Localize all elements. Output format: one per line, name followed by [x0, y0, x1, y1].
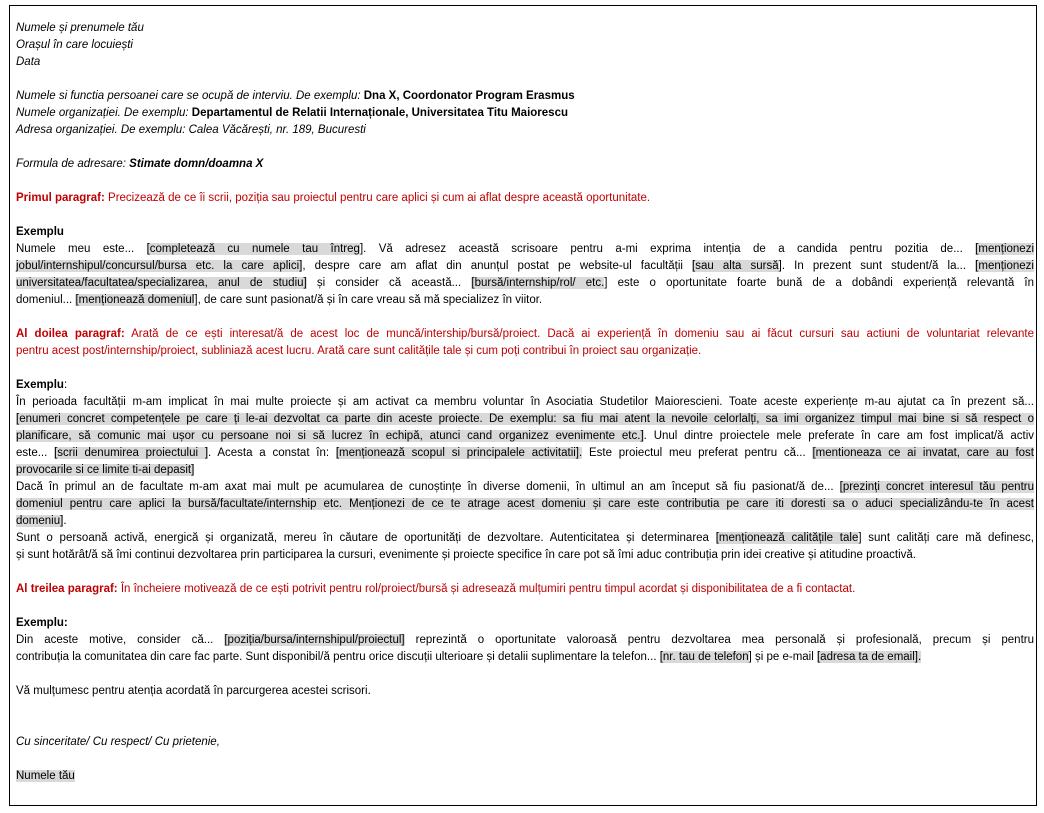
letter-date: Data — [16, 56, 41, 68]
recipient-person: Numele si functia persoanei care se ocupă de interviu. De exemplu: Dna X, Coordonator Program Erasmus — [16, 90, 575, 102]
p2-example-label: Exemplu: — [16, 379, 68, 391]
thanks-line: Vă mulțumesc pentru atenția acordată în parcurgerea acestei scrisori. — [16, 685, 371, 697]
p3-example-l1: Din aceste motive, consider că... [poziția/bursa/internshipul/proiectul] reprezintă o oportunitate valoroasă pentru dezvoltarea mea personală și profesională, precum și pentru — [16, 634, 1034, 646]
recipient-address: Adresa organizației. De exemplu: Calea Văcărești, nr. 189, Bucuresti — [16, 124, 366, 136]
closing-name: Numele tău — [16, 770, 75, 782]
p3-instruction: Al treilea paragraf: În încheiere motivează de ce ești potrivit pentru rol/proiect/bursă și adresează mulțumiri pentru timpul acordat și disponibilitatea de a fi contactat. — [16, 583, 856, 595]
p2-example-l2: [enumeri concret competențele pe care ți le-ai dezvoltat ca parte din aceste proiecte. De exemplu: sa fiu mai atent la nevoile celorlalți, sa imi organizez timpul mai bine si să respect o — [16, 413, 1034, 425]
p3-example-l2: contribuția la comunitatea din care fac parte. Sunt disponibil/ă pentru orice discuții ulterioare și detalii suplimentare la telefon... [nr. tau de telefon] și pe e-mail [adresa ta de email]. — [16, 651, 922, 663]
p1-example-l2: jobul/internshipul/concursul/bursa etc. la care aplici], despre care am aflat din anunțul postat pe website-ul facultății [sau alta sursă]. In prezent sunt student/ă la... [menționezi — [16, 260, 1034, 272]
p2-example-l3: planificare, să comunic mai ușor cu persoane noi si să lucrez în echipă, atunci cand organizez evenimente etc.]. Unul dintre proiectele mele preferate în care am fost implicat/ă activ — [16, 430, 1034, 442]
sender-city: Orașul în care locuiești — [16, 39, 133, 51]
closing-formula: Cu sinceritate/ Cu respect/ Cu prietenie, — [16, 736, 220, 748]
p3-example-label: Exemplu: — [16, 617, 68, 629]
p2-example-l9: Sunt o persoană activă, energică și organizată, mereu în căutare de oportunități de dezvoltare. Autenticitatea și determinarea [menționează calitățile tale] sunt calități care mă definesc, — [16, 532, 1034, 544]
p2-example-l5: provocarile si ce limite ti-ai depasit] — [16, 464, 195, 476]
p2-instruction-l2: pentru acest post/internship/proiect, subliniază acest lucru. Arată care sunt calitățile tale și cum poți contribui în proiect sau organizație. — [16, 345, 702, 357]
sender-name: Numele și prenumele tău — [16, 22, 144, 34]
p2-example-l8: domeniu]. — [16, 515, 67, 527]
p1-example-l4: domeniul... [menționează domeniul], de care sunt pasionat/ă și în care vreau să mă specializez în viitor. — [16, 294, 543, 306]
p2-example-l4: este... [scrii denumirea proiectului ]. Acesta a constat în: [menționează scopul si principalele activitatii]. Este proiectul meu preferat pentru că... [mentioneaza ce ai invatat, care au fost — [16, 447, 1034, 459]
p1-instruction: Primul paragraf: Precizează de ce îi scrii, poziția sau proiectul pentru care aplici și cum ai aflat despre această oportunitate. — [16, 192, 651, 204]
p2-instruction-l1: Al doilea paragraf: Arată de ce ești interesat/ă de acest loc de muncă/intership/bursă/proiect. Dacă ai experiență în domeniu sau ai făcut cursuri sau actiuni de voluntariat relevante — [16, 328, 1035, 340]
recipient-org: Numele organizației. De exemplu: Departamentul de Relatii Internaționale, Universitatea Titu Maiorescu — [16, 107, 568, 119]
letter-content — [16, 20, 1034, 785]
p2-example-l10: și sunt hotărât/ă să îmi continui dezvoltarea prin participarea la cursuri, evenimente și proiecte specifice în care pot să îmi aduc contribuția prin idei creative și atitudine proactivă. — [16, 549, 917, 561]
p2-example-l1: În perioada facultății m-am implicat în mai multe proiecte și am activat ca membru voluntar în Asociatia Studetilor Maiorescieni. Toate aceste experiențe m-au ajutat ca în prezent să... — [16, 396, 1034, 408]
p1-example-l1: Numele meu este... [completează cu numele tau întreg]. Vă adresez această scrisoare pentru a-mi exprima intenția de a candida pentru pozitia de... [menționezi — [16, 243, 1035, 255]
p2-example-l6: Dacă în primul an de facultate m-am axat mai mult pe acumularea de cunoștințe în diverse domenii, în ultimul an am început să fiu pasionat/ă de... [prezinți concret interesul tău pentru — [16, 481, 1034, 493]
salutation: Formula de adresare: Stimate domn/doamna X — [16, 158, 264, 170]
letter-page — [9, 5, 1037, 806]
p1-example-label: Exemplu — [16, 226, 64, 238]
p1-example-l3: universitatea/facultatea/specializarea, anul de studiu] și consider că această... [bursă/internship/rol/ etc.] este o oportunitate foarte bună de a dobândi experiență relevantă în — [16, 277, 1034, 289]
p2-example-l7: domeniul pentru care aplici la bursă/facultate/internship etc. Menționezi de ce te atrage acest domeniu și care este contributia pe care iti doresti sa o aduci specializându-te în acest — [16, 498, 1034, 510]
